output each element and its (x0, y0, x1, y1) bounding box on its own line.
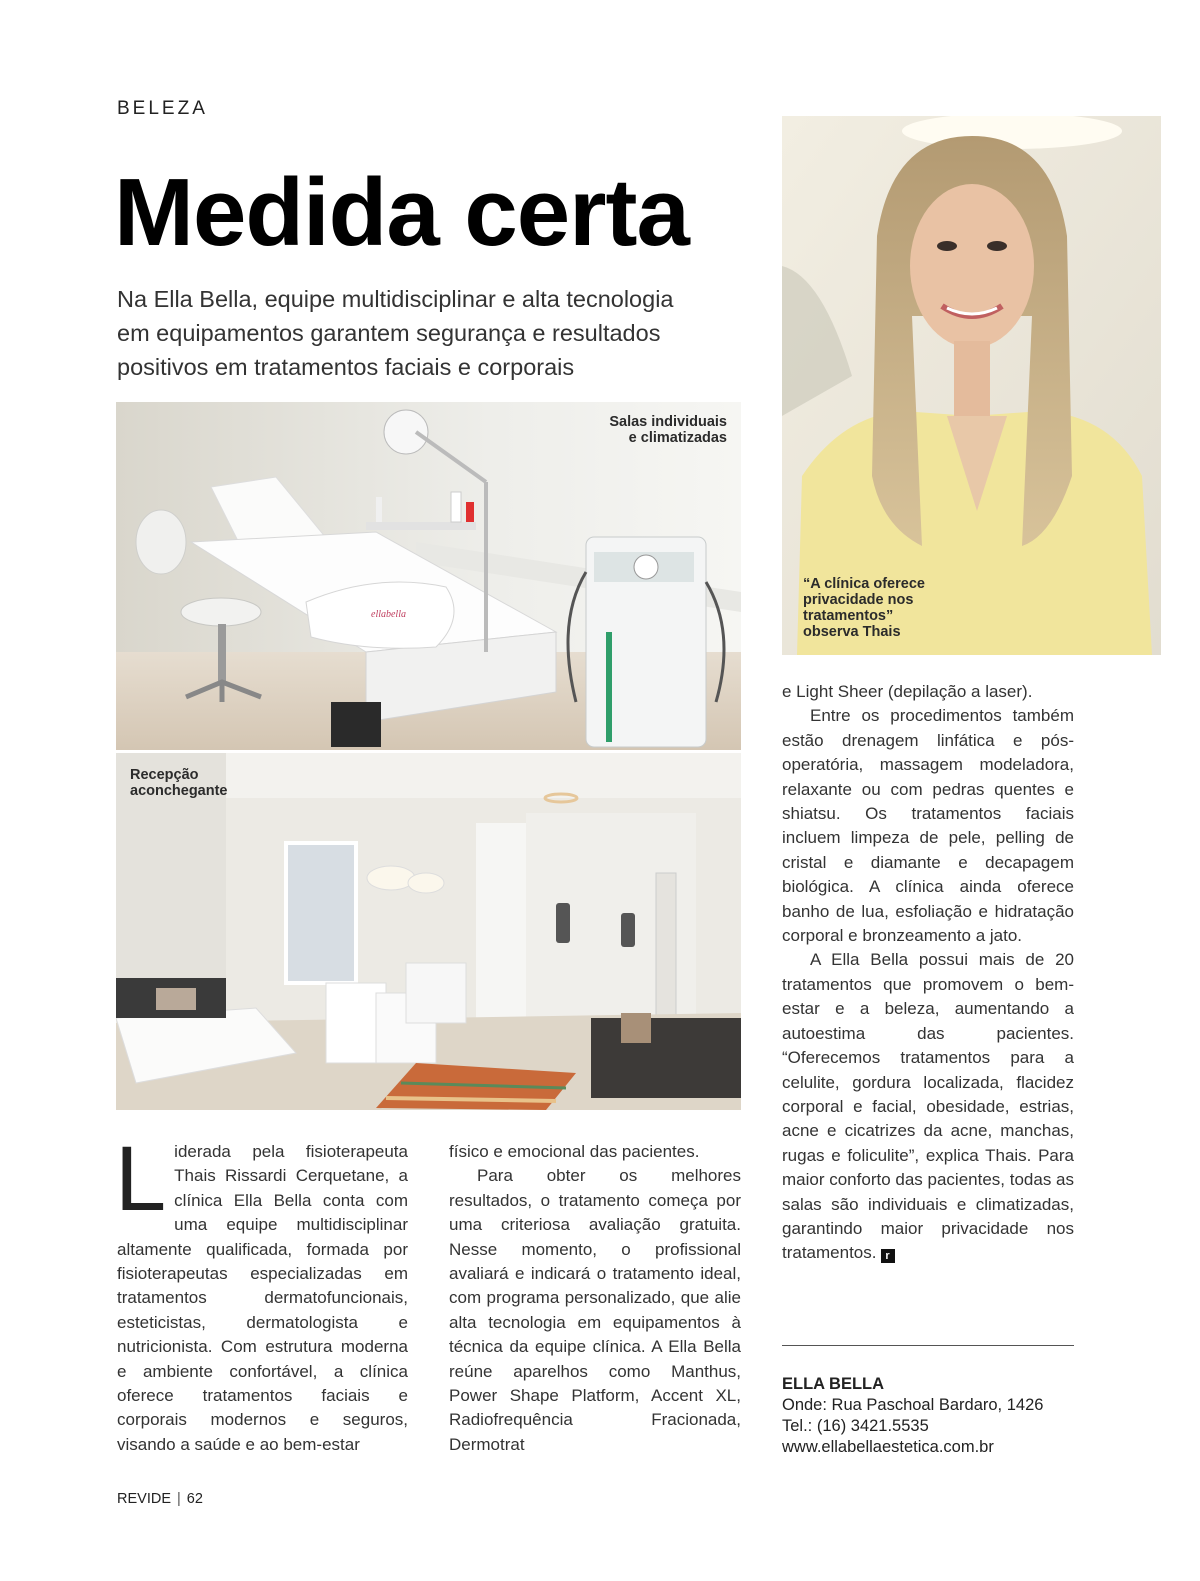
footer (117, 1491, 203, 1507)
divider (782, 1345, 1074, 1346)
portrait-photo (782, 116, 1161, 655)
contact-box (782, 1374, 1043, 1458)
treatment-room-caption: Salas individuais e climatizadas (609, 414, 727, 446)
magazine-name: REVIDE (117, 1491, 171, 1507)
portrait-illustration (782, 116, 1161, 655)
article-column-1 (115, 1128, 408, 1457)
article-paragraph: Entre os procedimentos também estão drenagem linfática e pós-operatória, massagem modeladora, relaxante ou com pedras quentes e shiatsu. Os tratamentos faciais incluem limpeza de pele, pelling de cristal e diamante e decapagem biológica. A clínica ainda oferece banho de lua, esfoliação e hidratação corporal e bronzeamento a jato. (782, 706, 1074, 946)
end-mark-icon: r (881, 1249, 895, 1263)
reception-illustration (116, 753, 741, 1110)
section-label: BELEZA (117, 98, 208, 119)
robe-logo: ellabella (371, 609, 406, 620)
page-title: Medida certa (114, 159, 689, 266)
article-column-3 (782, 680, 1074, 1266)
subtitle-line: positivos em tratamentos faciais e corporais (117, 354, 575, 380)
article-paragraph: e Light Sheer (depilação a laser). (782, 682, 1033, 701)
treatment-room-photo (116, 402, 741, 750)
subtitle-line: Na Ella Bella, equipe multidisciplinar e alta tecnologia (117, 286, 674, 312)
treatment-room-illustration (116, 402, 741, 750)
article-paragraph: Para obter os melhores resultados, o tratamento começa por uma criteriosa avaliação gratuita. Nesse momento, o profissional avaliará e indicará o tratamento ideal, com programa personalizado, que alie alta tecnologia em equipamentos à técnica da equipe clínica. A Ella Bella reúne aparelhos como Manthus, Power Shape Platform, Accent XL, Radiofrequência Fracionada, Dermotrat (449, 1166, 741, 1454)
article-paragraph: A Ella Bella possui mais de 20 tratamentos que promovem o bem-estar e a beleza, aumentando a autoestima das pacientes. “Oferecemos tratamentos para a celulite, gordura localizada, flacidez corporal e facial, obesidade, estrias, acne e cicatrizes da acne, manchas, rugas e foliculite”, explica Thais. Para maior conforto das pacientes, todas as salas são individuais e climatizadas, garantindo maior privacidade nos tratamentos. r (782, 950, 1074, 1263)
footer-separator: | (177, 1491, 181, 1507)
drop-cap: L (115, 1128, 167, 1230)
article-paragraph: físico e emocional das pacientes. (449, 1142, 700, 1161)
contact-website: www.ellabellaestetica.com.br (782, 1438, 994, 1456)
reception-photo (116, 753, 741, 1110)
portrait-caption: “A clínica oferece privacidade nos tratamentos” observa Thais (803, 576, 925, 640)
reception-caption: Recepção aconchegante (130, 767, 228, 799)
contact-phone: Tel.: (16) 3421.5535 (782, 1417, 929, 1435)
page-number: 62 (186, 1491, 203, 1507)
article-paragraph: Liderada pela fisioterapeuta Thais Rissardi Cerquetane, a clínica Ella Bella conta com uma equipe multidisciplinar altamente qualificada, formada por fisioterapeutas especializadas em tratamentos dermatofuncionais, esteticistas, dermatologista e nutricionista. Com estrutura moderna e ambiente confortável, a clínica oferece tratamentos faciais e corporais modernos e seguros, visando a saúde e ao bem-estar (115, 1128, 408, 1454)
subtitle-line: em equipamentos garantem segurança e resultados (117, 320, 661, 346)
contact-name: ELLA BELLA (782, 1375, 885, 1393)
article-column-2 (449, 1140, 741, 1457)
subtitle (117, 282, 757, 384)
contact-address: Onde: Rua Paschoal Bardaro, 1426 (782, 1396, 1044, 1414)
